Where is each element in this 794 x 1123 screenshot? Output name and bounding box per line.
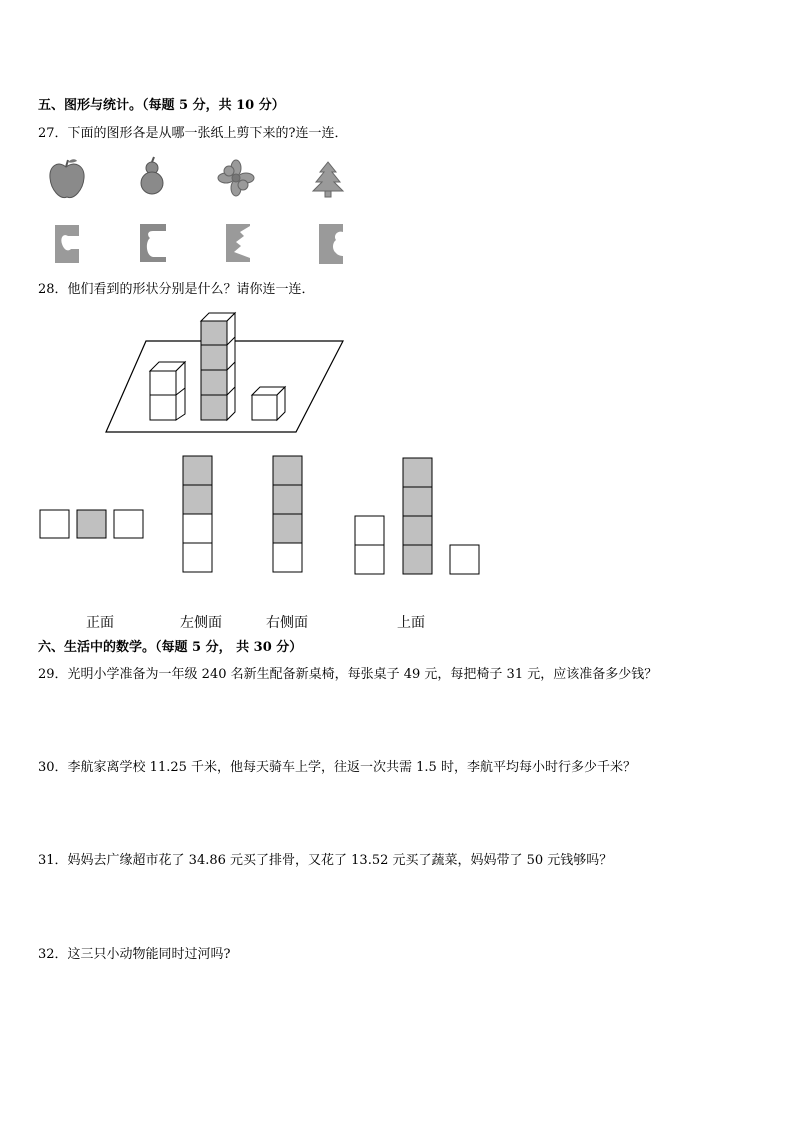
label-front: 正面 [86, 615, 114, 631]
question-28: 28．他们看到的形状分别是什么？请你连一连． [38, 282, 315, 297]
section-6-title: 六、生活中的数学。（每题 5 分， 共 30 分） [38, 640, 303, 655]
view-option-2[interactable] [183, 456, 212, 572]
question-32: 32．这三只小动物能同时过河吗? [38, 947, 231, 962]
question-31: 31．妈妈去广缘超市花了 34.86 元买了排骨，又花了 13.52 元买了蔬菜，妈妈带了 50 元钱够吗？ [38, 853, 613, 868]
section-5-title: 五、图形与统计。（每题 5 分，共 10 分） [38, 98, 285, 113]
question-27: 27．下面的图形各是从哪一张纸上剪下来的?连一连． [38, 126, 348, 141]
label-top: 上面 [397, 615, 425, 631]
label-left: 左侧面 [180, 615, 222, 631]
white-cube-single [252, 387, 285, 420]
question-30: 30．李航家离学校 11.25 千米，他每天骑车上学，往返一次共需 1.5 时，李航平均每小时行多少千米？ [38, 760, 636, 775]
view-option-3[interactable] [273, 456, 302, 572]
label-right: 右侧面 [266, 615, 308, 631]
question-29: 29．光明小学准备为一年级 240 名新生配备新桌椅，每张桌子 49 元，每把椅子 31 元，应该准备多少钱？ [38, 667, 658, 682]
view-option-4[interactable] [355, 458, 479, 574]
gray-cube-stack-tall [201, 313, 235, 420]
white-cube-stack-left [150, 362, 185, 420]
view-option-1[interactable] [40, 510, 143, 538]
